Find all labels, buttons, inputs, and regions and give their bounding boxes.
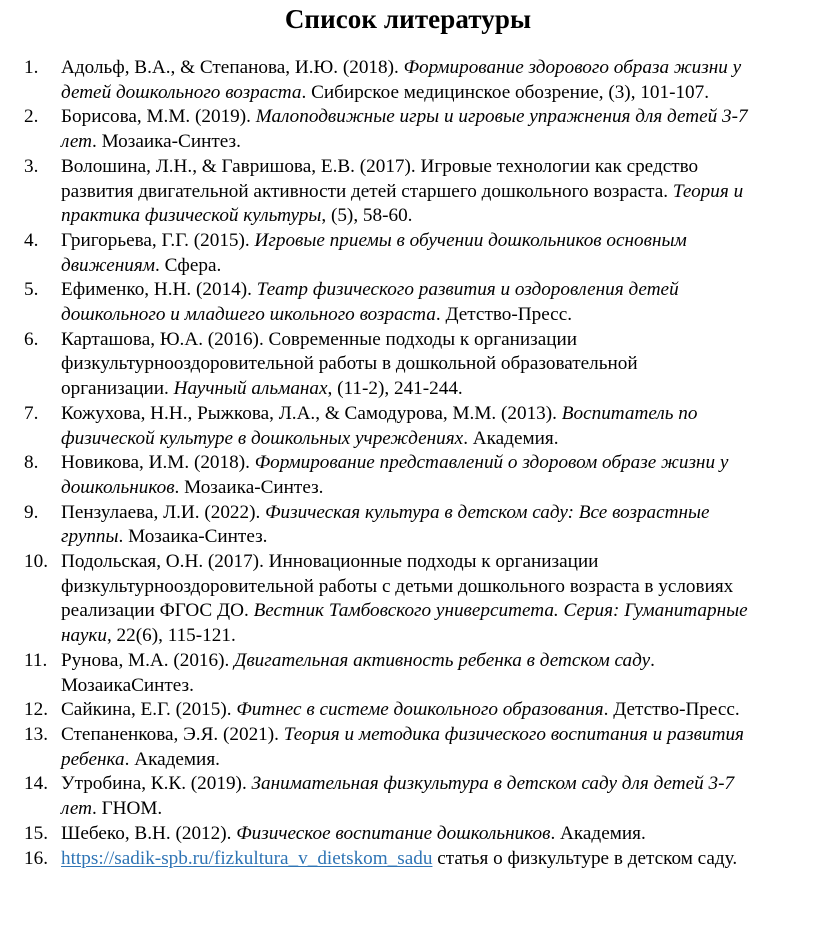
bibliography-entry — [24, 328, 816, 402]
entry-text: реализации ФГОС ДО. — [61, 600, 254, 622]
entry-number: 1. — [24, 57, 39, 78]
entry-italic-title: Вестник Тамбовского университета. Серия: Гуманитарные — [253, 600, 748, 622]
entry-line — [61, 476, 816, 501]
entry-line — [61, 723, 816, 748]
bibliography-entry — [24, 501, 816, 550]
entry-line — [61, 525, 816, 550]
entry-line — [61, 427, 816, 452]
entry-number: 6. — [24, 328, 39, 350]
bibliography-entry — [24, 822, 816, 847]
entry-italic-title: Игровые приемы в обучении дошкольников основным — [254, 229, 687, 251]
entry-italic-title: науки — [61, 625, 107, 647]
entry-number: 7. — [24, 402, 39, 424]
entry-line — [61, 278, 816, 303]
entry-number: 4. — [24, 229, 39, 251]
entry-number: 11. — [24, 649, 48, 671]
entry-italic-title: лет — [61, 131, 92, 153]
entry-text: Степаненкова, Э.Я. (2021). — [61, 723, 284, 745]
entry-italic-title: дошкольного и младшего школьного возраста — [61, 304, 436, 326]
entry-text: Карташова, Ю.А. (2016). Современные подходы к организации — [61, 328, 578, 350]
entry-italic-title: Физическая культура в детском саду: Все возрастные — [265, 501, 710, 523]
entry-italic-title: Формирование представлений о здоровом образе жизни у — [254, 452, 729, 474]
entry-number: 3. — [24, 155, 39, 177]
entry-line — [61, 649, 816, 674]
entry-text: , (5), 58-60. — [321, 205, 413, 227]
entry-text: Утробина, К.К. (2019). — [61, 773, 252, 795]
entry-text: Шебеко, В.Н. (2012). — [61, 822, 237, 844]
entry-line — [61, 674, 816, 699]
entry-text: . Сфера. — [155, 254, 222, 276]
entry-italic-title: Театр физического развития и оздоровления детей — [256, 279, 679, 301]
entry-line — [61, 303, 816, 328]
bibliography-entry — [24, 772, 816, 821]
entry-number: 2. — [24, 106, 39, 128]
entry-number: 14. — [24, 773, 48, 795]
entry-number: 13. — [24, 723, 48, 745]
entry-line — [61, 797, 816, 822]
entry-text: . Мозаика-Синтез. — [91, 131, 241, 153]
entry-italic-title: Фитнес в системе дошкольного образования — [236, 699, 604, 721]
entry-line — [61, 451, 816, 476]
entry-text: Волошина, Л.Н., & Гавришова, Е.В. (2017). Игровые технологии как средство — [61, 155, 699, 177]
entry-line — [61, 748, 816, 773]
entry-line — [61, 501, 816, 526]
bibliography-entry — [24, 451, 816, 500]
entry-italic-title: лет — [61, 798, 92, 820]
entry-line — [61, 772, 816, 797]
entry-line — [61, 847, 816, 872]
entry-text: . Сибирское медицинское обозрение, (3), 101-107. — [301, 81, 710, 103]
bibliography-entry — [24, 229, 816, 278]
entry-text: . Мозаика-Синтез. — [174, 476, 324, 498]
entry-number: 15. — [24, 822, 48, 844]
bibliography-entry — [24, 698, 816, 723]
entry-italic-title: практика физической культуры — [61, 205, 322, 227]
bibliography-entry — [24, 723, 816, 772]
entry-line — [61, 130, 816, 155]
entry-line — [61, 550, 816, 575]
bibliography-entry — [24, 155, 816, 229]
entry-italic-title: физической культуре в дошкольных учреждениях — [61, 427, 464, 449]
entry-italic-title: Теория и — [672, 180, 744, 202]
entry-line — [61, 402, 816, 427]
entry-italic-title: Двигательная активность ребенка в детском саду — [234, 649, 651, 671]
entry-line — [61, 698, 816, 723]
entry-number: 9. — [24, 501, 39, 523]
bibliography-entry — [24, 847, 816, 872]
entry-italic-title: дошкольников — [61, 476, 175, 498]
entry-italic-title: движениям — [61, 254, 156, 276]
entry-text: . Академия. — [550, 822, 646, 844]
entry-text: Подольская, О.Н. (2017). Инновационные подходы к организации — [61, 551, 599, 573]
entry-text: Ефименко, Н.Н. (2014). — [61, 279, 257, 301]
entry-line — [61, 328, 816, 353]
entry-text: , (11-2), 241-244. — [327, 378, 463, 400]
entry-line — [61, 254, 816, 279]
entry-text: , 22(6), 115-121. — [106, 625, 236, 647]
entry-text: Борисова, М.М. (2019). — [61, 106, 256, 128]
entry-text: . Мозаика-Синтез. — [118, 526, 268, 548]
entry-line — [61, 81, 816, 106]
entry-text: Рунова, М.А. (2016). — [61, 649, 235, 671]
entry-italic-title: Теория и методика физического воспитания и развития — [283, 723, 744, 745]
entry-line — [61, 155, 816, 180]
entry-text: . ГНОМ. — [91, 798, 163, 820]
entry-line — [61, 575, 816, 600]
entry-number: 5. — [24, 279, 39, 301]
bibliography-entry — [24, 649, 816, 698]
entry-text: развития двигательной активности детей старшего дошкольного возраста. — [61, 180, 673, 202]
entry-line — [61, 822, 816, 847]
entry-line — [61, 352, 816, 377]
entry-text: . — [650, 649, 655, 671]
entry-text: Адольф, В.А., & Степанова, И.Ю. (2018). — [61, 57, 404, 78]
bibliography-entry — [24, 550, 816, 649]
entry-text: Сайкина, Е.Г. (2015). — [61, 699, 237, 721]
entry-text: . Академия. — [124, 748, 220, 770]
entry-text: организации. — [61, 378, 174, 400]
reference-link[interactable]: https://sadik-spb.ru/fizkultura_v_dietskom_sadu — [61, 847, 433, 869]
entry-line — [61, 229, 816, 254]
entry-italic-title: Физическое воспитание дошкольников — [236, 822, 551, 844]
entry-line — [61, 624, 816, 649]
bibliography-entry — [24, 402, 816, 451]
bibliography-list — [24, 56, 816, 871]
entry-number: 16. — [24, 847, 48, 869]
entry-text: Пензулаева, Л.И. (2022). — [61, 501, 266, 523]
bibliography-entry — [24, 105, 816, 154]
entry-text: МозаикаСинтез. — [61, 674, 194, 696]
entry-italic-title: группы — [61, 526, 119, 548]
entry-text: Григорьева, Г.Г. (2015). — [61, 229, 255, 251]
entry-text: физкультурнооздоровительной работы в дошкольной образовательной — [61, 353, 638, 375]
entry-line — [61, 105, 816, 130]
entry-text: . Детство-Пресс. — [435, 304, 573, 326]
entry-text: Новикова, И.М. (2018). — [61, 452, 255, 474]
entry-line — [61, 56, 816, 81]
entry-italic-title: Занимательная физкультура в детском саду для детей 3-7 — [251, 773, 735, 795]
entry-number: 12. — [24, 699, 48, 721]
entry-line — [61, 599, 816, 624]
entry-line — [61, 180, 816, 205]
entry-line — [61, 204, 816, 229]
entry-text: . Детство-Пресс. — [603, 699, 740, 721]
entry-italic-title: Научный альманах — [173, 378, 328, 400]
entry-text: статья о физкультуре в детском саду. — [432, 847, 738, 869]
entry-italic-title: Малоподвижные игры и игровые упражнения для детей 3-7 — [255, 106, 748, 128]
entry-text: Кожухова, Н.Н., Рыжкова, Л.А., & Самодурова, М.М. (2013). — [61, 402, 562, 424]
entry-text: физкультурнооздоровительной работы с детьми дошкольного возраста в условиях — [61, 575, 734, 597]
entry-italic-title: детей дошкольного возраста — [61, 81, 302, 103]
entry-italic-title: Воспитатель по — [561, 402, 698, 424]
bibliography-entry — [24, 56, 816, 105]
entry-line — [61, 377, 816, 402]
entry-number: 10. — [24, 551, 48, 573]
entry-italic-title: Формирование здорового образа жизни у — [403, 57, 742, 78]
entry-number: 8. — [24, 452, 39, 474]
page-title: Список литературы — [284, 4, 532, 34]
entry-italic-title: ребенка — [61, 748, 125, 770]
entry-text: . Академия. — [463, 427, 559, 449]
bibliography-entry — [24, 278, 816, 327]
